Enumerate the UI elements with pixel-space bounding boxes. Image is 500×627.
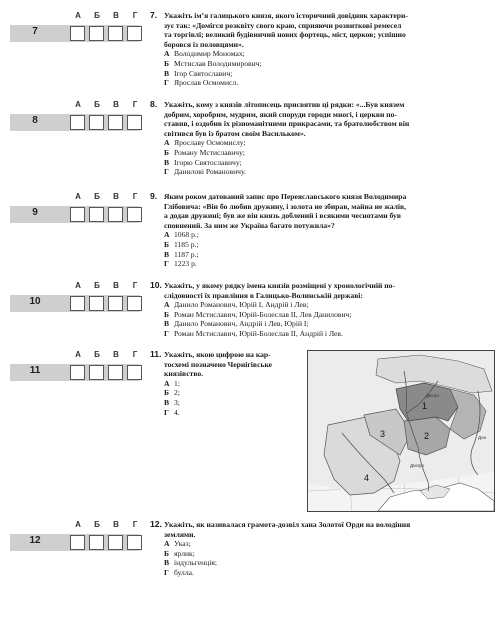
option-a[interactable]: А Володимир Мономах; [164,49,245,59]
option-b[interactable]: Б Мстислав Володимирович; [164,58,262,68]
stem-line: Укажіть, якою цифрою на кар- [164,350,271,359]
question-text [150,520,495,578]
answer-cell-g[interactable] [127,26,142,41]
question-number-bar [10,206,140,223]
stem-line: боровся із половцями». [164,39,244,49]
option-a[interactable]: А 1; [164,378,180,388]
answer-cell-b[interactable] [89,115,104,130]
question-number: 8 [32,115,38,126]
letter-a: А [75,192,81,201]
question-text [150,350,302,417]
question-number-bar [10,364,140,381]
stem-line: зує так: «Домігся розквіту свого краю, сприяючи розвиткові ремесел [164,20,402,30]
principalities-map [307,350,495,512]
question-number: 9 [32,207,38,218]
question-text [150,100,495,177]
stem-line: добрим, хоробрим, мудрим, який споруди городи многі, і церкви по- [164,109,397,119]
option-b[interactable]: Б ярлик; [164,548,195,558]
answer-letters [70,192,150,204]
stem-line: князівство. [164,369,204,379]
letter-a: А [75,350,81,359]
question-number-bar [10,25,140,42]
option-v[interactable]: В Ігорю Святославичу; [164,157,242,167]
letter-g: Г [132,11,138,20]
stem-line: землями. [164,529,196,539]
answer-letters [70,281,150,293]
option-b[interactable]: Б Роману Мстиславичу; [164,147,245,157]
map-label-4: 4 [364,473,370,483]
answer-cell-v[interactable] [108,535,123,550]
stem-line: Укажіть, у якому рядку імена князів розміщені у хронологічній по- [164,281,395,290]
stem-line: ставив, і оздобив їх різноманітними прикрасами, та братолюбством він [164,119,410,129]
question-number-bar [10,114,140,131]
question-label: 9. [150,191,158,201]
letter-b: Б [94,520,100,529]
answer-cell-a[interactable] [70,296,85,311]
stem-line: тосхемі позначено Чернігівське [164,359,273,369]
option-a[interactable]: А Данило Романович, Юрій І, Андрій і Лев; [164,300,309,310]
answer-cell-v[interactable] [108,365,123,380]
question-number: 7 [32,26,38,37]
stem-line: Укажіть ім’я галицького князя, якого історичний довідник характери- [164,11,408,20]
river-label-dnipro: Дніпро [410,463,424,468]
answer-cell-b[interactable] [89,26,104,41]
letter-v: В [113,11,119,20]
stem-line: а додав дружині; був же він князь доблений і всякими чеснотами був [164,211,401,221]
answer-cell-g[interactable] [127,115,142,130]
stem-line: Глібовича: «Він бо любив дружину, і золота не збирав, майна не жалів, [164,201,406,211]
answer-cell-g[interactable] [127,365,142,380]
answer-cell-v[interactable] [108,296,123,311]
option-g[interactable]: Г Данилові Романовичу. [164,167,246,177]
question-number: 11 [29,365,41,376]
option-v[interactable]: В Данило Романович, Андрій і Лев, Юрій І; [164,319,309,329]
option-b[interactable]: Б 1185 р.; [164,239,199,249]
question-number: 12 [29,535,41,546]
letter-g: Г [132,350,138,359]
stem-line: світився був із братом своїм Васильком». [164,128,306,138]
question-text [150,11,495,88]
answer-letters [70,520,150,532]
question-number-bar [10,295,140,312]
answer-cell-g[interactable] [127,296,142,311]
letter-a: А [75,520,81,529]
stem-line: Яким роком датований запис про Переяславського князя Володимира [164,192,407,201]
river-label-desna: Десна [426,393,439,398]
letter-b: Б [94,192,100,201]
letter-v: В [113,192,119,201]
answer-cell-g[interactable] [127,535,142,550]
answer-cell-b[interactable] [89,535,104,550]
map-label-1: 1 [422,401,428,411]
answer-cell-a[interactable] [70,115,85,130]
question-number-bar [10,534,140,551]
letter-v: В [113,520,119,529]
letter-v: В [113,100,119,109]
answer-cell-g[interactable] [127,207,142,222]
option-g[interactable]: Г булла. [164,567,194,577]
question-label: 10. [150,280,162,290]
letter-a: А [75,100,81,109]
letter-b: Б [94,100,100,109]
answer-cell-a[interactable] [70,535,85,550]
letter-g: Г [132,520,138,529]
letter-g: Г [132,281,138,290]
answer-cell-a[interactable] [70,207,85,222]
answer-cell-b[interactable] [89,207,104,222]
question-label: 7. [150,10,158,20]
map-svg [308,351,494,511]
letter-g: Г [132,100,138,109]
option-v[interactable]: В 3; [164,397,180,407]
answer-letters [70,350,150,362]
option-g[interactable]: Г 4. [164,407,180,417]
stem-line: та торгівлі; великий будівничий нових фортець, міст, церков; успішно [164,30,406,40]
answer-cell-v[interactable] [108,207,123,222]
letter-g: Г [132,192,138,201]
answer-cell-v[interactable] [108,26,123,41]
question-label: 12. [150,519,162,529]
answer-cell-b[interactable] [89,365,104,380]
letter-a: А [75,11,81,20]
answer-cell-a[interactable] [70,365,85,380]
question-label: 8. [150,99,158,109]
letter-a: А [75,281,81,290]
option-g[interactable]: Г Ярослав Осмомисл. [164,78,239,88]
option-v[interactable]: В індульгенція; [164,558,217,568]
option-b[interactable]: Б 2; [164,388,180,398]
option-b[interactable]: Б Роман Мстиславич, Юрій-Болеслав ІІ, Лев Данилович; [164,309,352,319]
question-label: 11. [150,349,162,359]
letter-b: Б [94,350,100,359]
answer-cell-v[interactable] [108,115,123,130]
question-text [150,192,495,269]
river-label-don: Дон [478,435,487,440]
option-g[interactable]: Г 1223 р. [164,259,197,269]
letter-b: Б [94,11,100,20]
question-text [150,281,495,339]
option-a[interactable]: А Указ; [164,539,191,549]
map-label-3: 3 [380,429,386,439]
answer-letters [70,100,150,112]
answer-cell-b[interactable] [89,296,104,311]
stem-line: Укажіть, як називалася грамота-дозвіл хана Золотої Орди на володіння [164,520,411,529]
answer-letters [70,11,150,23]
option-v[interactable]: В 1187 р.; [164,249,199,259]
letter-b: Б [94,281,100,290]
answer-cell-a[interactable] [70,26,85,41]
option-g[interactable]: Г Роман Мстиславич, Юрій-Болеслав ІІ, Андрій і Лев. [164,328,343,338]
option-v[interactable]: В Ігор Святославич; [164,68,233,78]
option-a[interactable]: А 1068 р.; [164,230,199,240]
map-label-2: 2 [424,431,430,441]
stem-line: сповнений. За ним же Україна багато потужила»? [164,220,335,230]
option-a[interactable]: А Ярославу Осмомислу; [164,138,246,148]
stem-line: Укажіть, кому з князів літописець присвятив ці рядки: «...Був князем [164,100,405,109]
question-number: 10 [29,296,41,307]
stem-line: слідовності їх правління в Галицько-Волинській державі: [164,290,363,300]
letter-v: В [113,281,119,290]
letter-v: В [113,350,119,359]
